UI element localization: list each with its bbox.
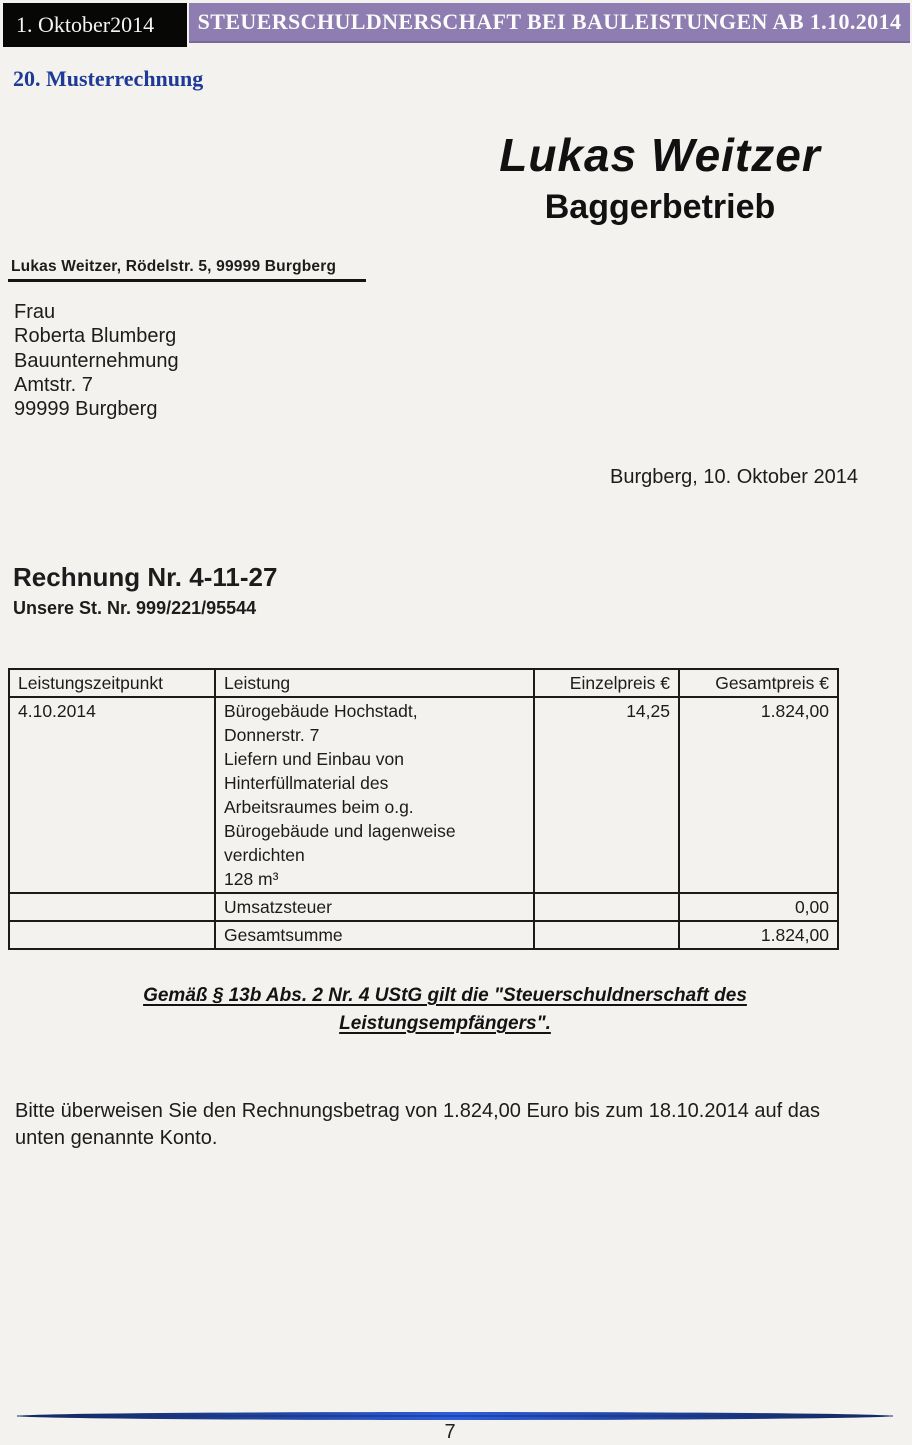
legal-note-line: Leistungsempfängers".: [339, 1013, 551, 1034]
payment-line: Bitte überweisen Sie den Rechnungsbetrag von 1.824,00 Euro bis zum 18.10.2014 auf das: [15, 1100, 820, 1122]
gesamtsumme-value: 1.824,00: [679, 921, 838, 949]
leistung-line: Arbeitsraumes beim o.g.: [224, 797, 414, 817]
company-subtitle: Baggerbetrieb: [544, 188, 776, 226]
leistung-line: 128 m³: [224, 869, 279, 889]
sender-underline-rule: [8, 279, 366, 282]
page-number: 7: [444, 1421, 456, 1443]
sender-address-line: Lukas Weitzer, Rödelstr. 5, 99999 Burgberg: [11, 258, 337, 275]
empty-cell: [9, 893, 215, 921]
payment-line: unten genannte Konto.: [15, 1127, 218, 1149]
col-header-leistung: Leistung: [215, 669, 534, 697]
recipient-address: [14, 300, 179, 421]
recipient-street: Amtstr. 7: [14, 373, 93, 396]
leistung-line: Liefern und Einbau von: [224, 749, 404, 769]
leistung-line: Bürogebäude Hochstadt,: [224, 701, 418, 721]
header-banner-text: STEUERSCHULDNERSCHAFT BEI BAULEISTUNGEN AB 1.10.2014: [197, 9, 902, 34]
company-name: Lukas Weitzer: [499, 129, 821, 181]
header-date-text: 1. Oktober2014: [16, 12, 155, 37]
leistung-line: Bürogebäude und lagenweise: [224, 821, 456, 841]
empty-cell: [534, 921, 679, 949]
tax-reference-number: Unsere St. Nr. 999/221/95544: [13, 598, 257, 618]
gesamtsumme-row: [9, 921, 838, 949]
umsatzsteuer-value: 0,00: [679, 893, 838, 921]
empty-cell: [9, 921, 215, 949]
umsatzsteuer-label: Umsatzsteuer: [215, 893, 534, 921]
payment-instruction: [15, 1098, 820, 1152]
recipient-salutation: Frau: [14, 301, 56, 323]
col-header-gesamtpreis: Gesamtpreis €: [679, 669, 838, 697]
leistung-line: Donnerstr. 7: [224, 725, 320, 745]
cell-einzelpreis: 14,25: [534, 697, 679, 893]
legal-note: [0, 982, 890, 1038]
umsatzsteuer-row: [9, 893, 838, 921]
cell-leistungszeitpunkt: 4.10.2014: [9, 697, 215, 893]
col-header-einzelpreis: Einzelpreis €: [534, 669, 679, 697]
header-date-box: [3, 3, 187, 47]
recipient-city: 99999 Burgberg: [14, 398, 158, 421]
header-banner: [189, 3, 910, 43]
section-title: 20. Musterrechnung: [13, 66, 204, 91]
recipient-company: Bauunternehmung: [14, 349, 179, 372]
document-date: Burgberg, 10. Oktober 2014: [610, 466, 858, 488]
table-row: [9, 697, 838, 893]
col-header-leistungszeitpunkt: Leistungszeitpunkt: [9, 669, 215, 697]
leistung-line: Hinterfüllmaterial des: [224, 773, 389, 793]
cell-gesamtpreis: 1.824,00: [679, 697, 838, 893]
empty-cell: [534, 893, 679, 921]
legal-note-line: Gemäß § 13b Abs. 2 Nr. 4 UStG gilt die "Steuerschuldnerschaft des: [143, 985, 747, 1006]
recipient-name: Roberta Blumberg: [14, 325, 177, 348]
invoice-number-title: Rechnung Nr. 4-11-27: [13, 562, 278, 592]
leistung-line: verdichten: [224, 845, 305, 865]
invoice-table: [8, 668, 839, 950]
table-header-row: [9, 669, 838, 697]
cell-leistung: [215, 697, 534, 893]
gesamtsumme-label: Gesamtsumme: [215, 921, 534, 949]
